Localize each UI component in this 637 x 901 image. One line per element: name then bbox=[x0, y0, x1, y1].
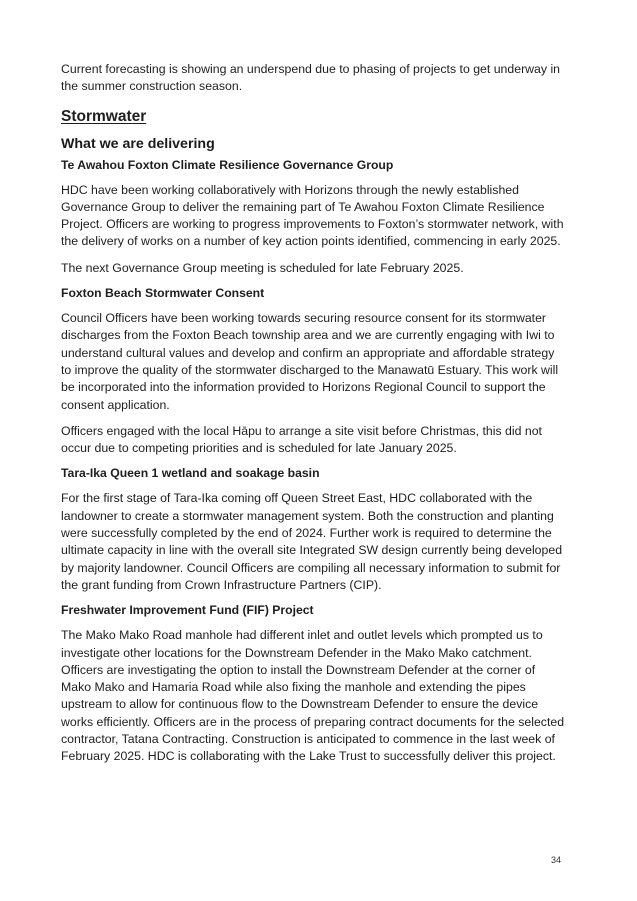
governance-paragraph-1: HDC have been working collaboratively with Horizons through the newly established Governance Group to deliver the remaining part of Te Awahou Foxton Climate Resilience Project. Officers are working to progress improvements to Foxton’s stormwater network, with the delivery of works on a number of key action points identified, commencing in early 2025. bbox=[61, 182, 564, 249]
page-content bbox=[61, 61, 567, 775]
subheading-what-we-are-delivering: What we are delivering bbox=[61, 135, 215, 152]
consent-paragraph-1: Council Officers have been working towards securing resource consent for its stormwater discharges from the Foxton Beach township area and we are currently engaging with Iwi to understand cultural values and develop and confirm an appropriate and affordable strategy to improve the quality of the stormwater discharged to the Manawatū Estuary. This work will be incorporated into the information provided to Horizons Regional Council to support the consent application. bbox=[61, 311, 559, 412]
heading-governance-group: Te Awahou Foxton Climate Resilience Governance Group bbox=[61, 157, 394, 172]
intro-paragraph: Current forecasting is showing an underspend due to phasing of projects to get underway in the summer construction season. bbox=[61, 62, 561, 94]
fif-paragraph: The Mako Mako Road manhole had different inlet and outlet levels which prompted us to investigate other locations for the Downstream Defender in the Mako Mako catchment. Officers are investigating the option to install the Downstream Defender at the corner of Mako Mako and Hamaria Road while also fixing the manhole and extending the pipes upstream to allow for continuous flow to the Downstream Defender to ensure the device works efficiently. Officers are in the process of preparing contract documents for the selected contractor, Tatana Contracting. Construction is anticipated to commence in the last week of February 2025. HDC is collaborating with the Lake Trust to successfully deliver this project. bbox=[61, 628, 565, 764]
consent-paragraph-2: Officers engaged with the local Hāpu to arrange a site visit before Christmas, this did not occur due to competing priorities and is scheduled for late January 2025. bbox=[61, 423, 542, 456]
governance-paragraph-2: The next Governance Group meeting is scheduled for late February 2025. bbox=[61, 260, 464, 275]
heading-tara-ika-wetland: Tara-Ika Queen 1 wetland and soakage basin bbox=[61, 466, 320, 481]
heading-foxton-beach-consent: Foxton Beach Stormwater Consent bbox=[61, 286, 265, 301]
page-number: 34 bbox=[550, 855, 561, 865]
tara-ika-paragraph: For the first stage of Tara-Ika coming off Queen Street East, HDC collaborated with the landowner to create a stormwater management system. Both the construction and planting were successfully completed by the end of 2024. Further work is required to determine the ultimate capacity in line with the overall site Integrated SW design currently being developed by majority landowner. Council Officers are compiling all necessary information to submit for the grant funding from Crown Infrastructure Partners (CIP). bbox=[61, 491, 563, 592]
heading-fif-project: Freshwater Improvement Fund (FIF) Project bbox=[61, 603, 314, 618]
section-heading-stormwater: Stormwater bbox=[61, 107, 147, 125]
